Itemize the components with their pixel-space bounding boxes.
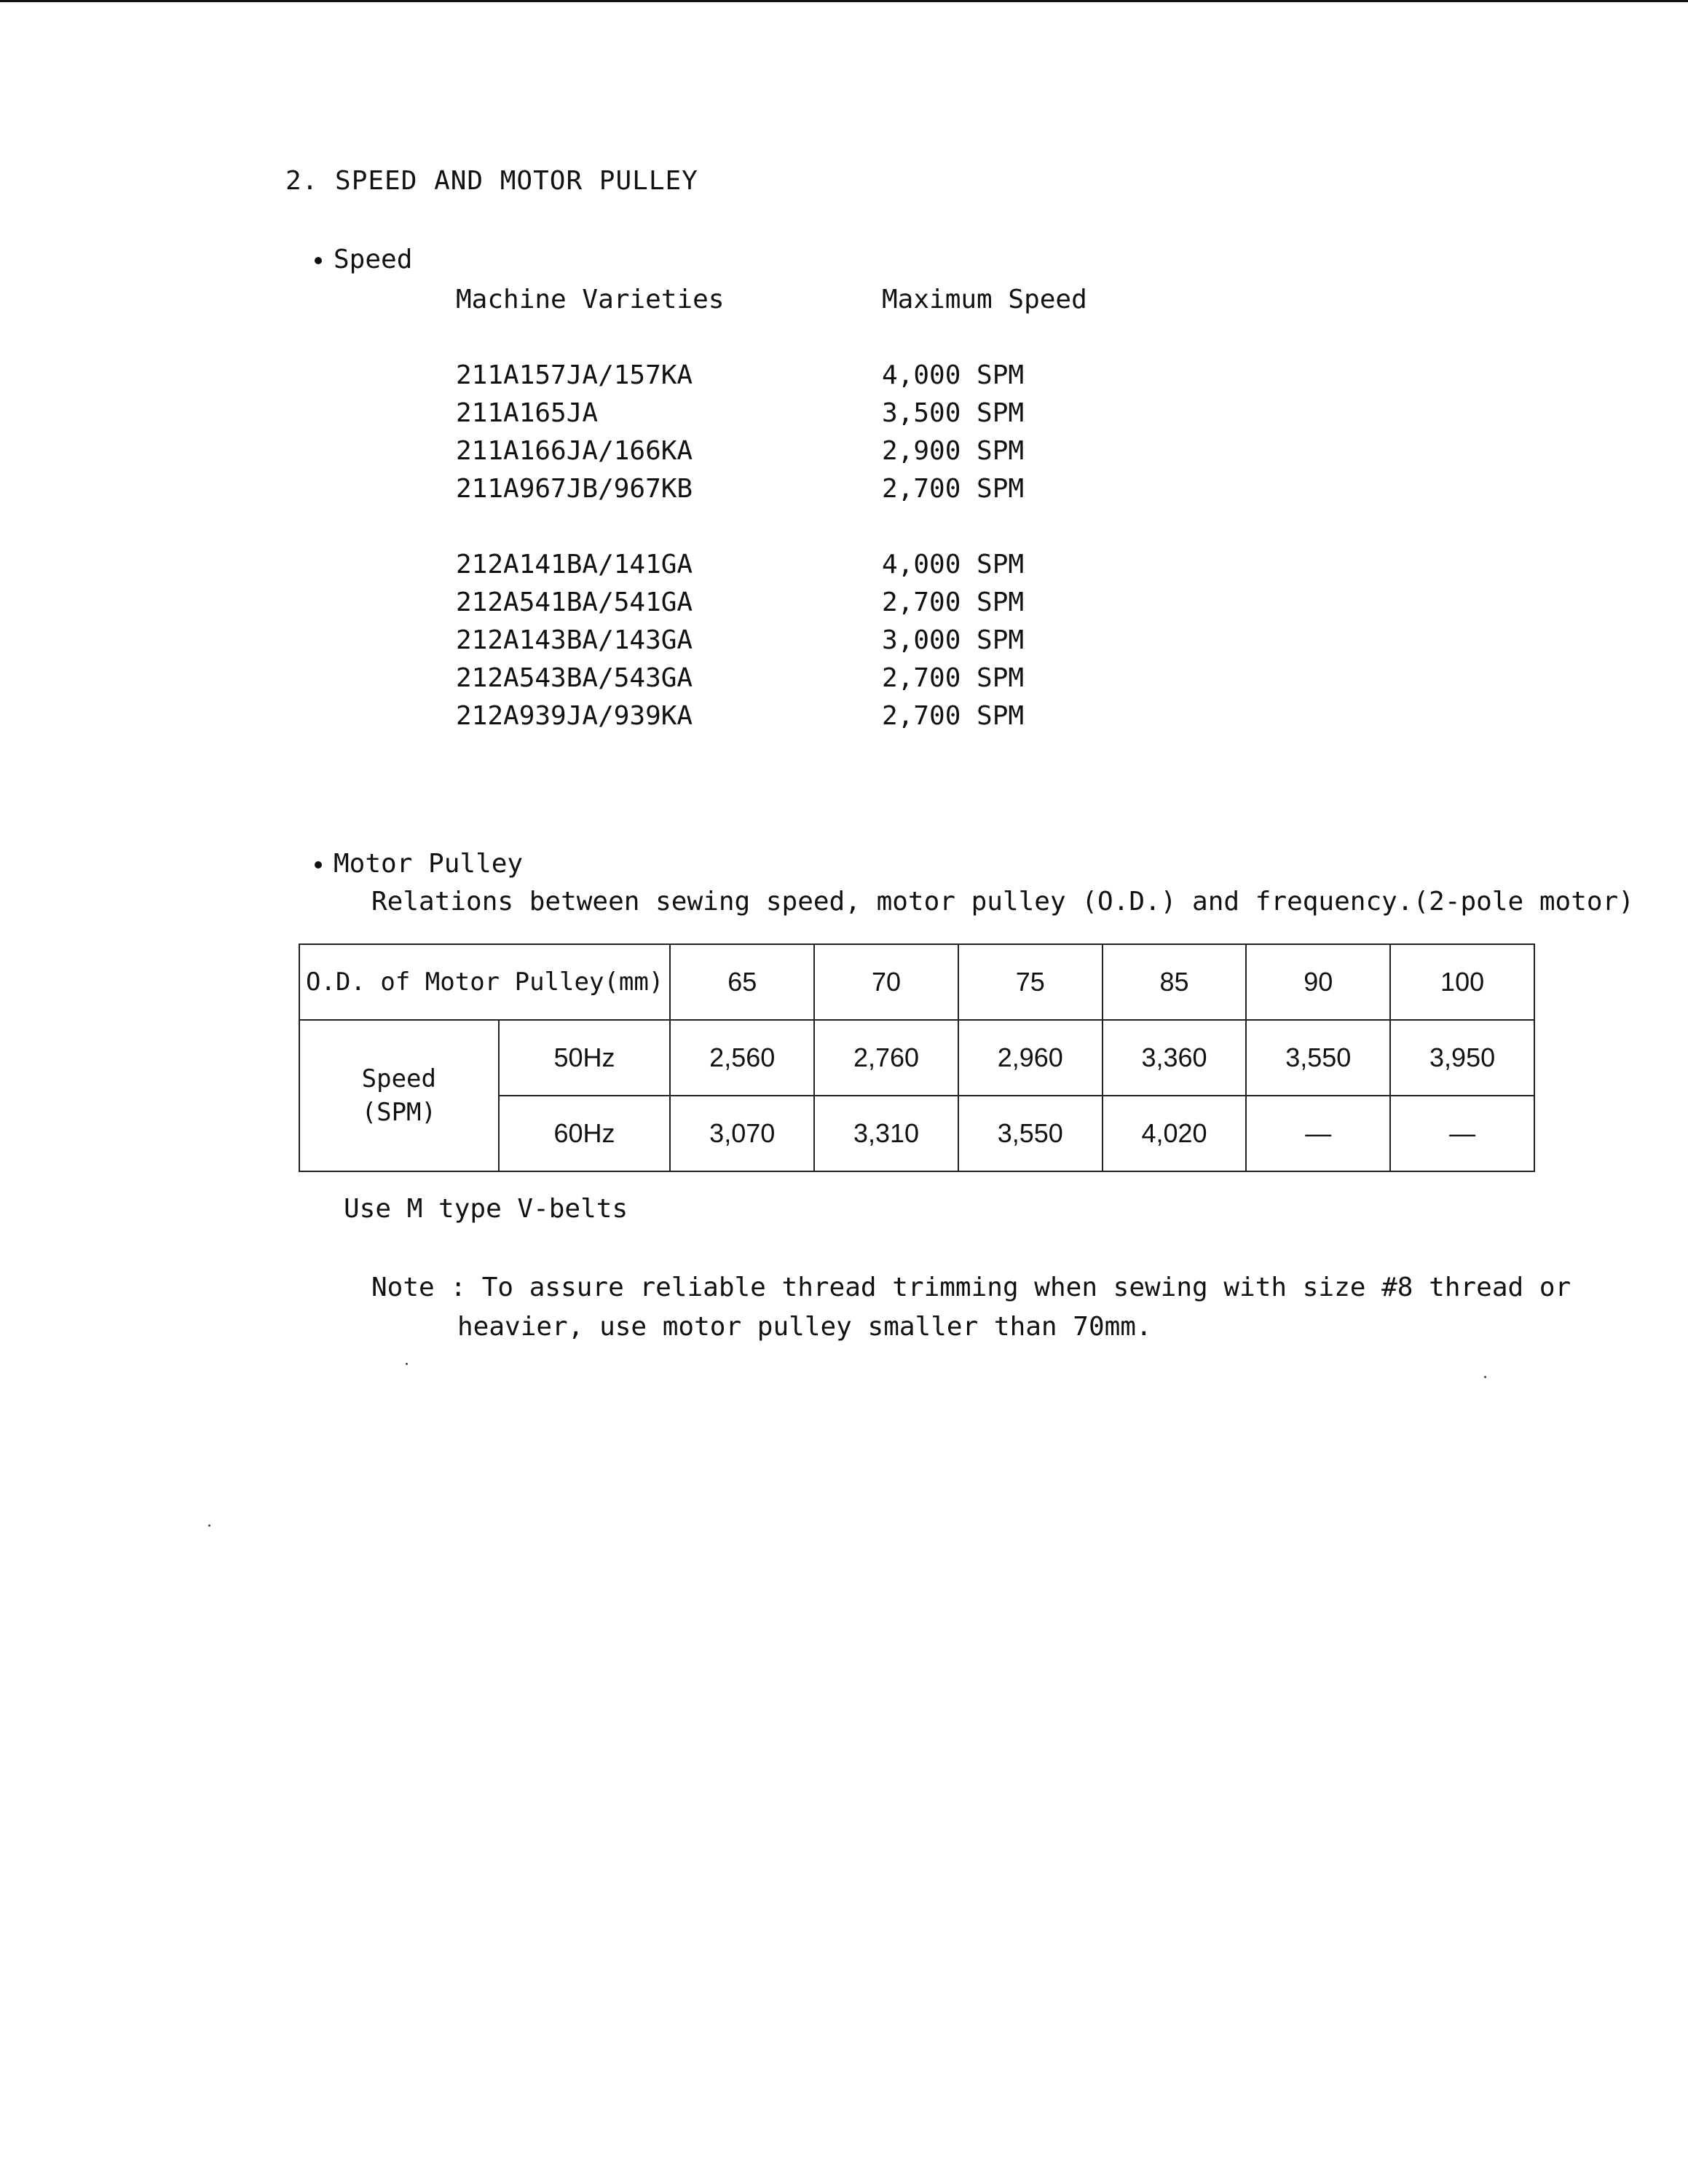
max-speed: 4,000 SPM (882, 550, 1025, 579)
belts-text: Use M type V-belts (344, 1194, 628, 1224)
model-name: 212A939JA/939KA (456, 701, 693, 731)
motor-pulley-heading (315, 849, 523, 879)
speed-list-header (456, 281, 1173, 319)
model-name: 212A543BA/543GA (456, 663, 693, 693)
speed-heading (315, 245, 412, 274)
model-name: 212A143BA/143GA (456, 625, 693, 655)
freq-label-cell: 50Hz (499, 1020, 671, 1096)
spacer (456, 508, 1173, 546)
col-varieties-header: Machine Varieties (456, 285, 725, 314)
note-block (371, 1268, 1571, 1347)
od-value-cell: 70 (814, 944, 958, 1020)
speed-label-line1: Speed (361, 1064, 436, 1093)
bullet-icon (315, 257, 322, 264)
spacer (456, 319, 1173, 357)
table-row (299, 1020, 1534, 1096)
motor-pulley-table (299, 943, 1535, 1172)
list-item (456, 622, 1173, 660)
speed-value-cell: 4,020 (1103, 1096, 1247, 1171)
max-speed: 2,900 SPM (882, 436, 1025, 466)
section-title: 2. SPEED AND MOTOR PULLEY (285, 166, 698, 196)
max-speed: 3,500 SPM (882, 398, 1025, 428)
model-name: 211A166JA/166KA (456, 436, 693, 466)
relations-text: Relations between sewing speed, motor pulley (O.D.) and frequency.(2-pole motor) (371, 887, 1634, 917)
speed-value-cell: — (1390, 1096, 1534, 1171)
speed-value-cell: 3,310 (814, 1096, 958, 1171)
max-speed: 3,000 SPM (882, 625, 1025, 655)
scan-speck (406, 1363, 408, 1365)
scan-speck (1484, 1376, 1486, 1378)
list-item (456, 584, 1173, 622)
list-item (456, 395, 1173, 432)
speed-value-cell: 3,550 (958, 1096, 1103, 1171)
list-item (456, 470, 1173, 508)
model-name: 212A141BA/141GA (456, 550, 693, 579)
speed-value-cell: 3,360 (1103, 1020, 1247, 1096)
list-item (456, 546, 1173, 584)
od-label-cell: O.D. of Motor Pulley(mm) (299, 944, 670, 1020)
speed-spm-label-cell (299, 1020, 499, 1171)
scan-speck (208, 1524, 210, 1527)
list-item (456, 660, 1173, 697)
note-line-2: heavier, use motor pulley smaller than 70mm. (457, 1312, 1152, 1342)
model-name: 212A541BA/541GA (456, 587, 693, 617)
top-border-line (0, 0, 1688, 2)
max-speed: 2,700 SPM (882, 701, 1025, 731)
max-speed: 2,700 SPM (882, 587, 1025, 617)
speed-value-cell: 2,960 (958, 1020, 1103, 1096)
speed-list (456, 281, 1173, 735)
max-speed: 2,700 SPM (882, 474, 1025, 504)
speed-value-cell: — (1246, 1096, 1390, 1171)
col-max-speed-header: Maximum Speed (882, 285, 1087, 314)
speed-value-cell: 2,560 (670, 1020, 814, 1096)
od-value-cell: 90 (1246, 944, 1390, 1020)
max-speed: 4,000 SPM (882, 360, 1025, 390)
speed-label-line2: (SPM) (361, 1098, 436, 1127)
model-name: 211A165JA (456, 398, 599, 428)
od-value-cell: 75 (958, 944, 1103, 1020)
speed-value-cell: 3,950 (1390, 1020, 1534, 1096)
list-item (456, 697, 1173, 735)
list-item (456, 357, 1173, 395)
motor-pulley-heading-label: Motor Pulley (334, 849, 524, 879)
od-value-cell: 100 (1390, 944, 1534, 1020)
freq-label-cell: 60Hz (499, 1096, 671, 1171)
speed-value-cell: 2,760 (814, 1020, 958, 1096)
speed-heading-label: Speed (334, 245, 413, 274)
speed-value-cell: 3,070 (670, 1096, 814, 1171)
od-value-cell: 85 (1103, 944, 1247, 1020)
model-name: 211A967JB/967KB (456, 474, 693, 504)
list-item (456, 432, 1173, 470)
bullet-icon (315, 861, 322, 869)
od-value-cell: 65 (670, 944, 814, 1020)
model-name: 211A157JA/157KA (456, 360, 693, 390)
table-row (299, 944, 1534, 1020)
speed-value-cell: 3,550 (1246, 1020, 1390, 1096)
note-line-1: Note : To assure reliable thread trimming when sewing with size #8 thread or (371, 1273, 1571, 1302)
max-speed: 2,700 SPM (882, 663, 1025, 693)
